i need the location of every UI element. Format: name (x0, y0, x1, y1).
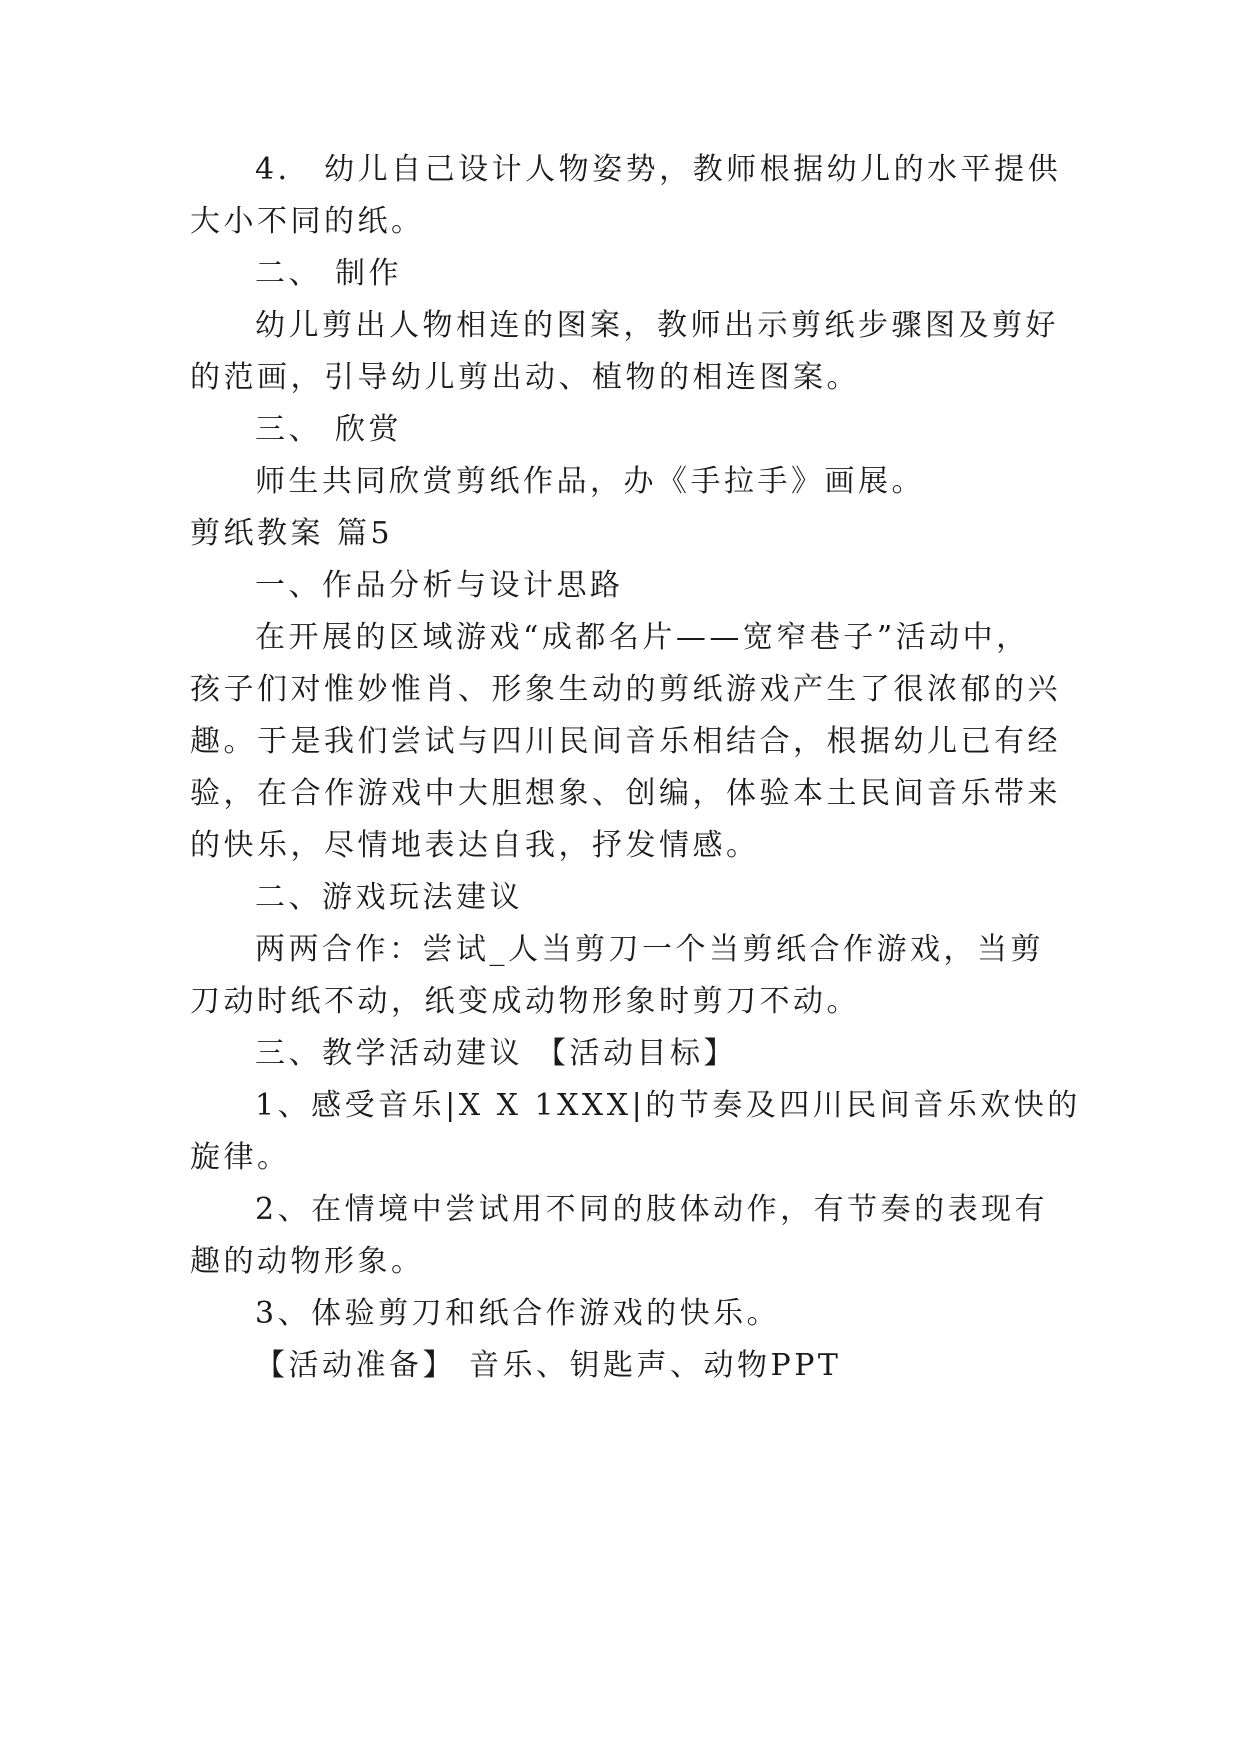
section-heading: 三、 欣赏 (255, 412, 403, 447)
section-heading: 一、作品分析与设计思路 (255, 568, 624, 603)
paragraph-line: 的范画，引导幼儿剪出动、植物的相连图案。 (190, 360, 860, 395)
paragraph-line: 师生共同欣赏剪纸作品，办《手拉手》画展。 (255, 464, 925, 499)
paragraph-line: 验，在合作游戏中大胆想象、创编，体验本土民间音乐带来 (190, 776, 1061, 811)
section-heading: 二、 制作 (255, 256, 403, 291)
paragraph-line: 2、在情境中尝试用不同的肢体动作，有节奏的表现有 (255, 1192, 1049, 1227)
paragraph-line: 在开展的区域游戏“成都名片——宽窄巷子”活动中， (255, 620, 1030, 655)
paragraph-line: 两两合作：尝试_人当剪刀一个当剪纸合作游戏，当剪 (255, 932, 1044, 967)
section-heading: 三、教学活动建议 【活动目标】 (255, 1036, 738, 1071)
paragraph-line: 趣的动物形象。 (190, 1244, 425, 1279)
paragraph-line: 4． 幼儿自己设计人物姿势，教师根据幼儿的水平提供 (255, 152, 1062, 187)
paragraph-line: 的快乐，尽情地表达自我，抒发情感。 (190, 828, 760, 863)
paragraph-line: 大小不同的纸。 (190, 204, 425, 239)
paragraph-line: 孩子们对惟妙惟肖、形象生动的剪纸游戏产生了很浓郁的兴 (190, 672, 1061, 707)
paragraph-line: 旋律。 (190, 1140, 291, 1175)
paragraph-line: 3、体验剪刀和纸合作游戏的快乐。 (255, 1296, 781, 1331)
section-heading: 二、游戏玩法建议 (255, 880, 523, 915)
paragraph-line: 趣。于是我们尝试与四川民间音乐相结合，根据幼儿已有经 (190, 724, 1061, 759)
paragraph-line: 刀动时纸不动，纸变成动物形象时剪刀不动。 (190, 984, 860, 1019)
paragraph-line: 幼儿剪出人物相连的图案，教师出示剪纸步骤图及剪好 (255, 308, 1059, 343)
document-section-title: 剪纸教案 篇5 (190, 516, 394, 551)
paragraph-line: 【活动准备】 音乐、钥匙声、动物PPT (255, 1348, 842, 1383)
paragraph-line: 1、感受音乐|X X 1XXX|的节奏及四川民间音乐欢快的 (255, 1088, 1081, 1123)
